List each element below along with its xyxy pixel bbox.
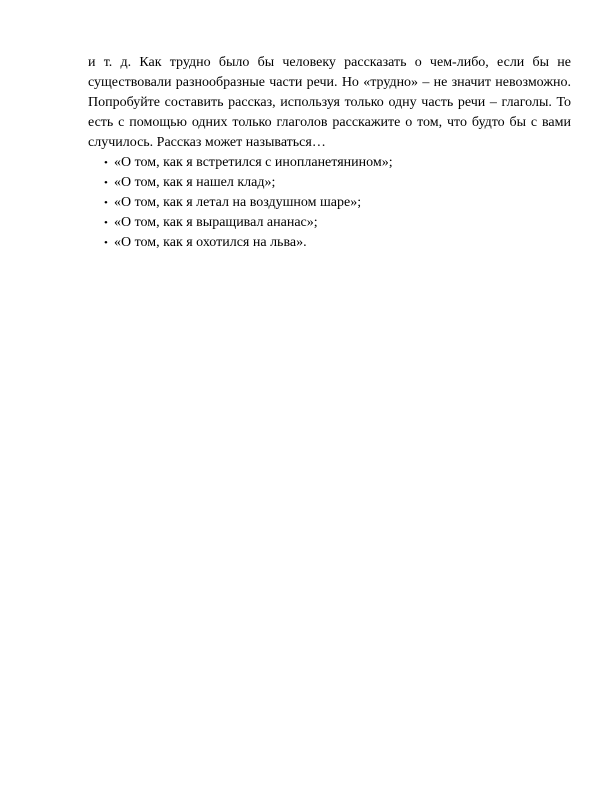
- list-item-text: «О том, как я охотился на льва».: [114, 235, 307, 250]
- list-item-text: «О том, как я летал на воздушном шаре»;: [114, 195, 362, 210]
- list-item: [104, 213, 571, 233]
- list-item: [104, 233, 571, 253]
- list-item: [104, 173, 571, 193]
- bullet-icon: •: [104, 177, 108, 189]
- bullet-icon: •: [104, 197, 108, 209]
- body-paragraph: и т. д. Как трудно было бы человеку рассказать о чем-либо, если бы не существовали разнообразные части речи. Но «трудно» – не значит невозможно. Попробуйте составить рассказ, используя только одну часть речи – глаголы. То есть с помощью одних только глаголов расскажите о том, что будто бы с вами случилось. Рассказ может называться…: [88, 55, 571, 150]
- list-item: [104, 193, 571, 213]
- bullet-icon: •: [104, 217, 108, 229]
- bullet-icon: •: [104, 237, 108, 249]
- list-item-text: «О том, как я встретился с инопланетянином»;: [114, 155, 393, 170]
- list-item: [104, 153, 571, 173]
- text-block: [88, 53, 571, 253]
- list-item-text: «О том, как я выращивал ананас»;: [114, 215, 318, 230]
- story-title-list: [88, 153, 571, 253]
- list-item-text: «О том, как я нашел клад»;: [114, 175, 276, 190]
- bullet-icon: •: [104, 157, 108, 169]
